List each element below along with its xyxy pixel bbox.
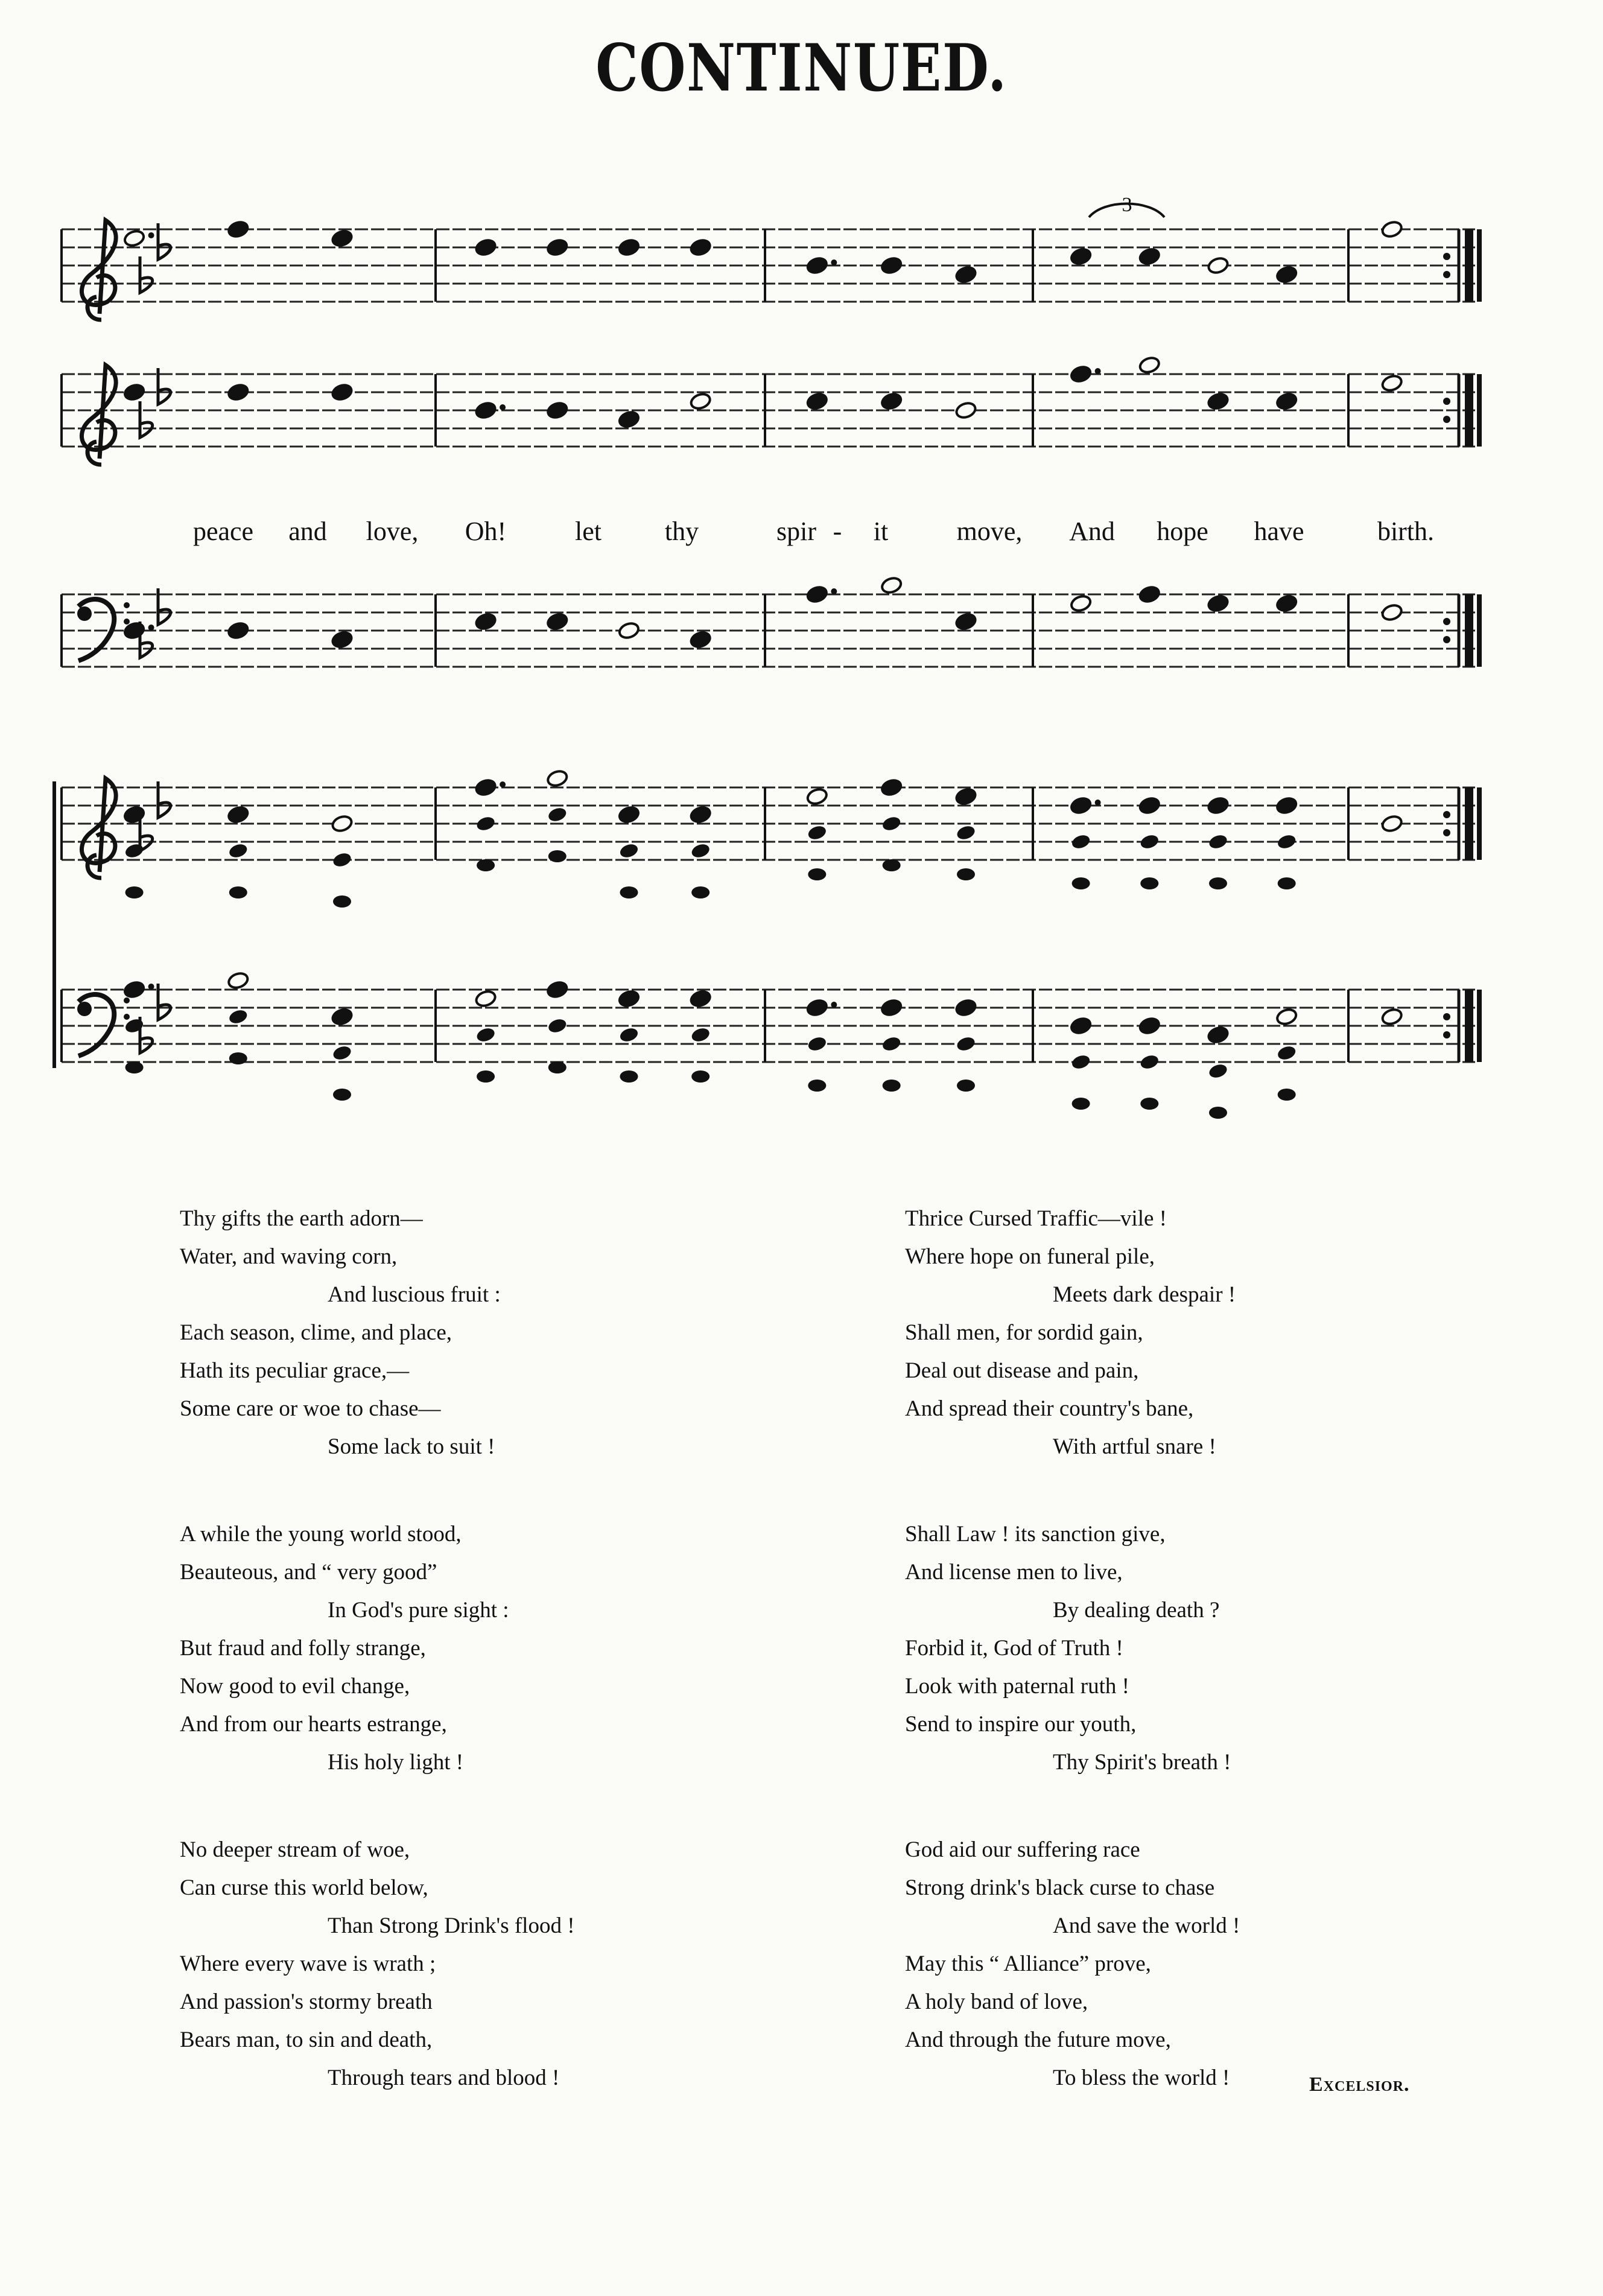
dot xyxy=(831,259,837,266)
note-head xyxy=(331,1044,352,1061)
note-head xyxy=(125,886,144,898)
repeat-dot xyxy=(1443,636,1450,643)
note-head xyxy=(808,1080,826,1092)
note-head xyxy=(1207,833,1228,850)
note-head xyxy=(620,886,638,898)
poem-line: And passion's stormy breath xyxy=(180,1989,433,2014)
note-head xyxy=(1070,833,1091,850)
repeat-barline-thick xyxy=(1477,990,1482,1062)
poem-line: Thy gifts the earth adorn— xyxy=(180,1206,423,1231)
repeat-barline-thick xyxy=(1465,594,1473,667)
poem-line: Where hope on funeral pile, xyxy=(905,1244,1155,1269)
note-head xyxy=(806,392,829,411)
poem-line: And from our hearts estrange, xyxy=(180,1712,447,1737)
dot xyxy=(148,232,154,238)
poem-line: Some care or woe to chase— xyxy=(180,1396,441,1421)
repeat-dot xyxy=(1443,271,1450,278)
poem-line: Send to inspire our youth, xyxy=(905,1712,1137,1737)
note-head xyxy=(1072,1098,1090,1110)
note-head xyxy=(691,1070,709,1083)
poem-line: Thrice Cursed Traffic—vile ! xyxy=(905,1206,1167,1231)
dot xyxy=(1095,800,1101,806)
note-head xyxy=(477,1070,495,1083)
note-head xyxy=(618,805,641,824)
note-head xyxy=(546,980,569,999)
note-head xyxy=(333,1089,351,1101)
note-head xyxy=(1207,796,1230,815)
bass-clef-icon xyxy=(77,1002,92,1016)
note-head xyxy=(807,824,828,841)
repeat-barline-thick xyxy=(1477,787,1482,860)
note-head xyxy=(880,998,903,1017)
poem-line: Water, and waving corn, xyxy=(180,1244,398,1269)
note-head xyxy=(1380,220,1403,239)
poem-line: His holy light ! xyxy=(328,1750,464,1775)
note-head xyxy=(1140,1098,1158,1110)
note-head xyxy=(618,410,641,429)
lyric-syllable: peace xyxy=(192,517,254,546)
note-head xyxy=(689,989,712,1008)
note-head xyxy=(477,859,495,871)
poem-line: Beauteous, and “ very good” xyxy=(180,1560,437,1585)
note-head xyxy=(227,842,249,859)
note-head xyxy=(881,815,902,832)
note-head xyxy=(227,971,250,990)
note-head xyxy=(124,842,145,859)
bass-clef-dot xyxy=(124,997,130,1003)
lyric-syllable: thy xyxy=(664,517,699,546)
bass-clef-dot xyxy=(124,1014,130,1020)
poem-line: Shall Law ! its sanction give, xyxy=(905,1522,1166,1547)
note-head xyxy=(547,1017,568,1034)
note-head xyxy=(331,814,354,833)
note-head xyxy=(1209,877,1227,889)
note-head xyxy=(1278,877,1296,889)
note-head xyxy=(123,980,146,999)
poem-line: May this “ Alliance” prove, xyxy=(905,1951,1151,1976)
note-head xyxy=(546,401,569,420)
note-head xyxy=(806,256,829,275)
flat-icon xyxy=(140,401,153,437)
treble-clef-icon xyxy=(81,220,116,320)
note-head xyxy=(880,392,903,411)
note-head xyxy=(954,265,977,284)
note-head xyxy=(808,868,826,880)
note-head xyxy=(954,401,977,420)
note-head xyxy=(475,1026,497,1043)
poem-line: Where every wave is wrath ; xyxy=(180,1951,436,1976)
lyric-syllable: move, xyxy=(956,517,1023,546)
poem-line: With artful snare ! xyxy=(1053,1434,1216,1459)
note-head xyxy=(1276,1044,1297,1061)
note-head xyxy=(227,383,250,402)
note-head xyxy=(1207,392,1230,411)
note-head xyxy=(1207,256,1230,275)
flat-icon xyxy=(140,256,153,293)
note-head xyxy=(474,401,497,420)
lyric-syllable: have xyxy=(1254,517,1304,546)
note-head xyxy=(1275,392,1298,411)
note-head xyxy=(1275,265,1298,284)
dot xyxy=(148,984,154,990)
note-head xyxy=(227,621,250,640)
note-head xyxy=(474,989,497,1008)
dot xyxy=(831,1002,837,1008)
note-head xyxy=(1072,877,1090,889)
note-head xyxy=(1138,1016,1161,1035)
note-head xyxy=(618,989,641,1008)
dot xyxy=(500,404,506,410)
dot xyxy=(1095,368,1101,374)
repeat-barline-thick xyxy=(1465,787,1473,860)
note-head xyxy=(1140,877,1158,889)
repeat-dot xyxy=(1443,416,1450,423)
note-head xyxy=(1380,374,1403,393)
poem-line: And license men to live, xyxy=(905,1560,1123,1585)
repeat-dot xyxy=(1443,618,1450,625)
note-head xyxy=(689,392,712,411)
note-head xyxy=(618,842,640,859)
repeat-dot xyxy=(1443,1031,1450,1038)
poem-line: Shall men, for sordid gain, xyxy=(905,1320,1143,1345)
lyric-syllable: and xyxy=(288,517,327,546)
poem-line: Meets dark despair ! xyxy=(1053,1282,1236,1307)
flat-icon xyxy=(140,815,153,851)
note-head xyxy=(880,256,903,275)
note-head xyxy=(331,851,352,868)
lyric-syllable: And xyxy=(1069,517,1115,546)
note-head xyxy=(475,815,497,832)
lyric-syllable: love, xyxy=(366,517,419,546)
note-head xyxy=(333,895,351,908)
note-head xyxy=(880,576,903,595)
note-head xyxy=(691,886,709,898)
note-head xyxy=(1139,833,1160,850)
repeat-dot xyxy=(1443,253,1450,260)
poem-line: A while the young world stood, xyxy=(180,1522,462,1547)
note-head xyxy=(1207,1062,1228,1080)
note-head xyxy=(546,612,569,631)
note-head xyxy=(474,612,497,631)
note-head xyxy=(123,383,146,402)
note-head xyxy=(331,229,354,248)
poem-line: Deal out disease and pain, xyxy=(905,1358,1139,1383)
note-head xyxy=(229,1052,247,1064)
note-head xyxy=(1139,1053,1160,1070)
note-head xyxy=(689,805,712,824)
note-head xyxy=(1380,1007,1403,1026)
repeat-barline-thick xyxy=(1477,374,1482,447)
note-head xyxy=(689,238,712,257)
note-head xyxy=(1138,796,1161,815)
poem-line: In God's pure sight : xyxy=(328,1598,509,1623)
note-head xyxy=(881,1035,902,1052)
note-head xyxy=(1275,594,1298,613)
note-head xyxy=(547,806,568,823)
note-head xyxy=(1070,1016,1093,1035)
note-head xyxy=(1207,594,1230,613)
dot xyxy=(831,588,837,594)
note-head xyxy=(1278,1089,1296,1101)
note-head xyxy=(954,612,977,631)
treble-clef-icon xyxy=(81,365,116,465)
poem-line: Some lack to suit ! xyxy=(328,1434,495,1459)
poem-line: But fraud and folly strange, xyxy=(180,1636,426,1661)
note-head xyxy=(807,1035,828,1052)
note-head xyxy=(690,1026,711,1043)
poem-line: To bless the world ! xyxy=(1053,2065,1230,2090)
note-head xyxy=(957,868,975,880)
note-head xyxy=(955,824,976,841)
poem-line: Now good to evil change, xyxy=(180,1674,410,1699)
note-head xyxy=(806,787,829,806)
note-head xyxy=(331,383,354,402)
dot xyxy=(500,781,506,787)
poem-line: A holy band of love, xyxy=(905,1989,1088,2014)
poem-line: Can curse this world below, xyxy=(180,1875,428,1900)
note-head xyxy=(880,778,903,797)
note-head xyxy=(620,1070,638,1083)
note-head xyxy=(954,787,977,806)
bass-clef-dot xyxy=(124,619,130,625)
lyric-syllable: let xyxy=(575,517,602,546)
attribution: Excelsior. xyxy=(1309,2073,1410,2096)
treble-clef-icon xyxy=(81,778,116,878)
note-head xyxy=(955,1035,976,1052)
poem-line: Hath its peculiar grace,— xyxy=(180,1358,410,1383)
note-head xyxy=(1070,594,1093,613)
note-head xyxy=(546,238,569,257)
note-head xyxy=(806,998,829,1017)
poem-line: Look with paternal ruth ! xyxy=(905,1674,1129,1699)
note-head xyxy=(618,1026,640,1043)
poem-line: Forbid it, God of Truth ! xyxy=(905,1636,1123,1661)
note-head xyxy=(1138,585,1161,604)
dot xyxy=(148,625,154,631)
note-head xyxy=(331,630,354,649)
poem-line: Thy Spirit's breath ! xyxy=(1053,1750,1231,1775)
note-head xyxy=(1275,1007,1298,1026)
note-head xyxy=(690,842,711,859)
note-head xyxy=(227,220,250,239)
lyric-syllable: it xyxy=(873,517,889,546)
poem-line: No deeper stream of woe, xyxy=(180,1837,410,1862)
page-title: CONTINUED. xyxy=(595,30,1008,106)
repeat-barline-thick xyxy=(1465,374,1473,447)
lyric-syllable: spir xyxy=(776,517,816,546)
music-score xyxy=(0,0,1603,1146)
note-head xyxy=(957,1080,975,1092)
poem-line: And luscious fruit : xyxy=(328,1282,501,1307)
note-head xyxy=(1070,796,1093,815)
note-head xyxy=(123,229,146,248)
repeat-barline-thick xyxy=(1465,990,1473,1062)
note-head xyxy=(474,238,497,257)
note-head xyxy=(546,769,569,788)
bass-clef-dot xyxy=(124,602,130,608)
note-head xyxy=(1138,355,1161,375)
lyric-syllable: birth. xyxy=(1377,517,1435,546)
note-head xyxy=(229,886,247,898)
note-head xyxy=(125,1061,144,1073)
note-head xyxy=(883,1080,901,1092)
note-head xyxy=(1070,1053,1091,1070)
note-head xyxy=(548,850,567,862)
lyric-syllable: - xyxy=(833,517,842,546)
note-head xyxy=(1207,1025,1230,1045)
note-head xyxy=(883,859,901,871)
poem-line: Bears man, to sin and death, xyxy=(180,2027,433,2052)
repeat-dot xyxy=(1443,398,1450,405)
note-head xyxy=(1209,1107,1227,1119)
note-head xyxy=(1275,796,1298,815)
note-head xyxy=(123,805,146,824)
note-head xyxy=(548,1061,567,1073)
note-head xyxy=(806,585,829,604)
poem-line: God aid our suffering race xyxy=(905,1837,1140,1862)
note-head xyxy=(331,1007,354,1026)
note-head xyxy=(1070,364,1093,384)
note-head xyxy=(618,238,641,257)
note-head xyxy=(474,778,497,797)
note-head xyxy=(227,805,250,824)
lyric-syllable: Oh! xyxy=(465,517,507,546)
note-head xyxy=(954,998,977,1017)
bass-clef-icon xyxy=(77,606,92,621)
lyric-syllable: hope xyxy=(1157,517,1208,546)
poem-line: Than Strong Drink's flood ! xyxy=(328,1913,575,1938)
tuplet-number: 3 xyxy=(1122,194,1132,216)
repeat-barline-thick xyxy=(1477,229,1482,302)
note-head xyxy=(1380,603,1403,622)
poem-line: And through the future move, xyxy=(905,2027,1171,2052)
repeat-dot xyxy=(1443,811,1450,818)
poem-line: And save the world ! xyxy=(1053,1913,1240,1938)
repeat-dot xyxy=(1443,1013,1450,1020)
note-head xyxy=(618,621,641,640)
note-head xyxy=(689,630,712,649)
poem-line: Each season, clime, and place, xyxy=(180,1320,452,1345)
poem-line: Through tears and blood ! xyxy=(328,2065,560,2090)
repeat-dot xyxy=(1443,829,1450,836)
poem-line: And spread their country's bane, xyxy=(905,1396,1194,1421)
poem-line: Strong drink's black curse to chase xyxy=(905,1875,1215,1900)
note-head xyxy=(1380,814,1403,833)
note-head xyxy=(1276,833,1297,850)
note-head xyxy=(227,1008,249,1025)
repeat-barline-thick xyxy=(1465,229,1473,302)
repeat-barline-thick xyxy=(1477,594,1482,667)
note-head xyxy=(1138,247,1161,266)
poem-line: By dealing death ? xyxy=(1053,1598,1220,1623)
note-head xyxy=(1070,247,1093,266)
